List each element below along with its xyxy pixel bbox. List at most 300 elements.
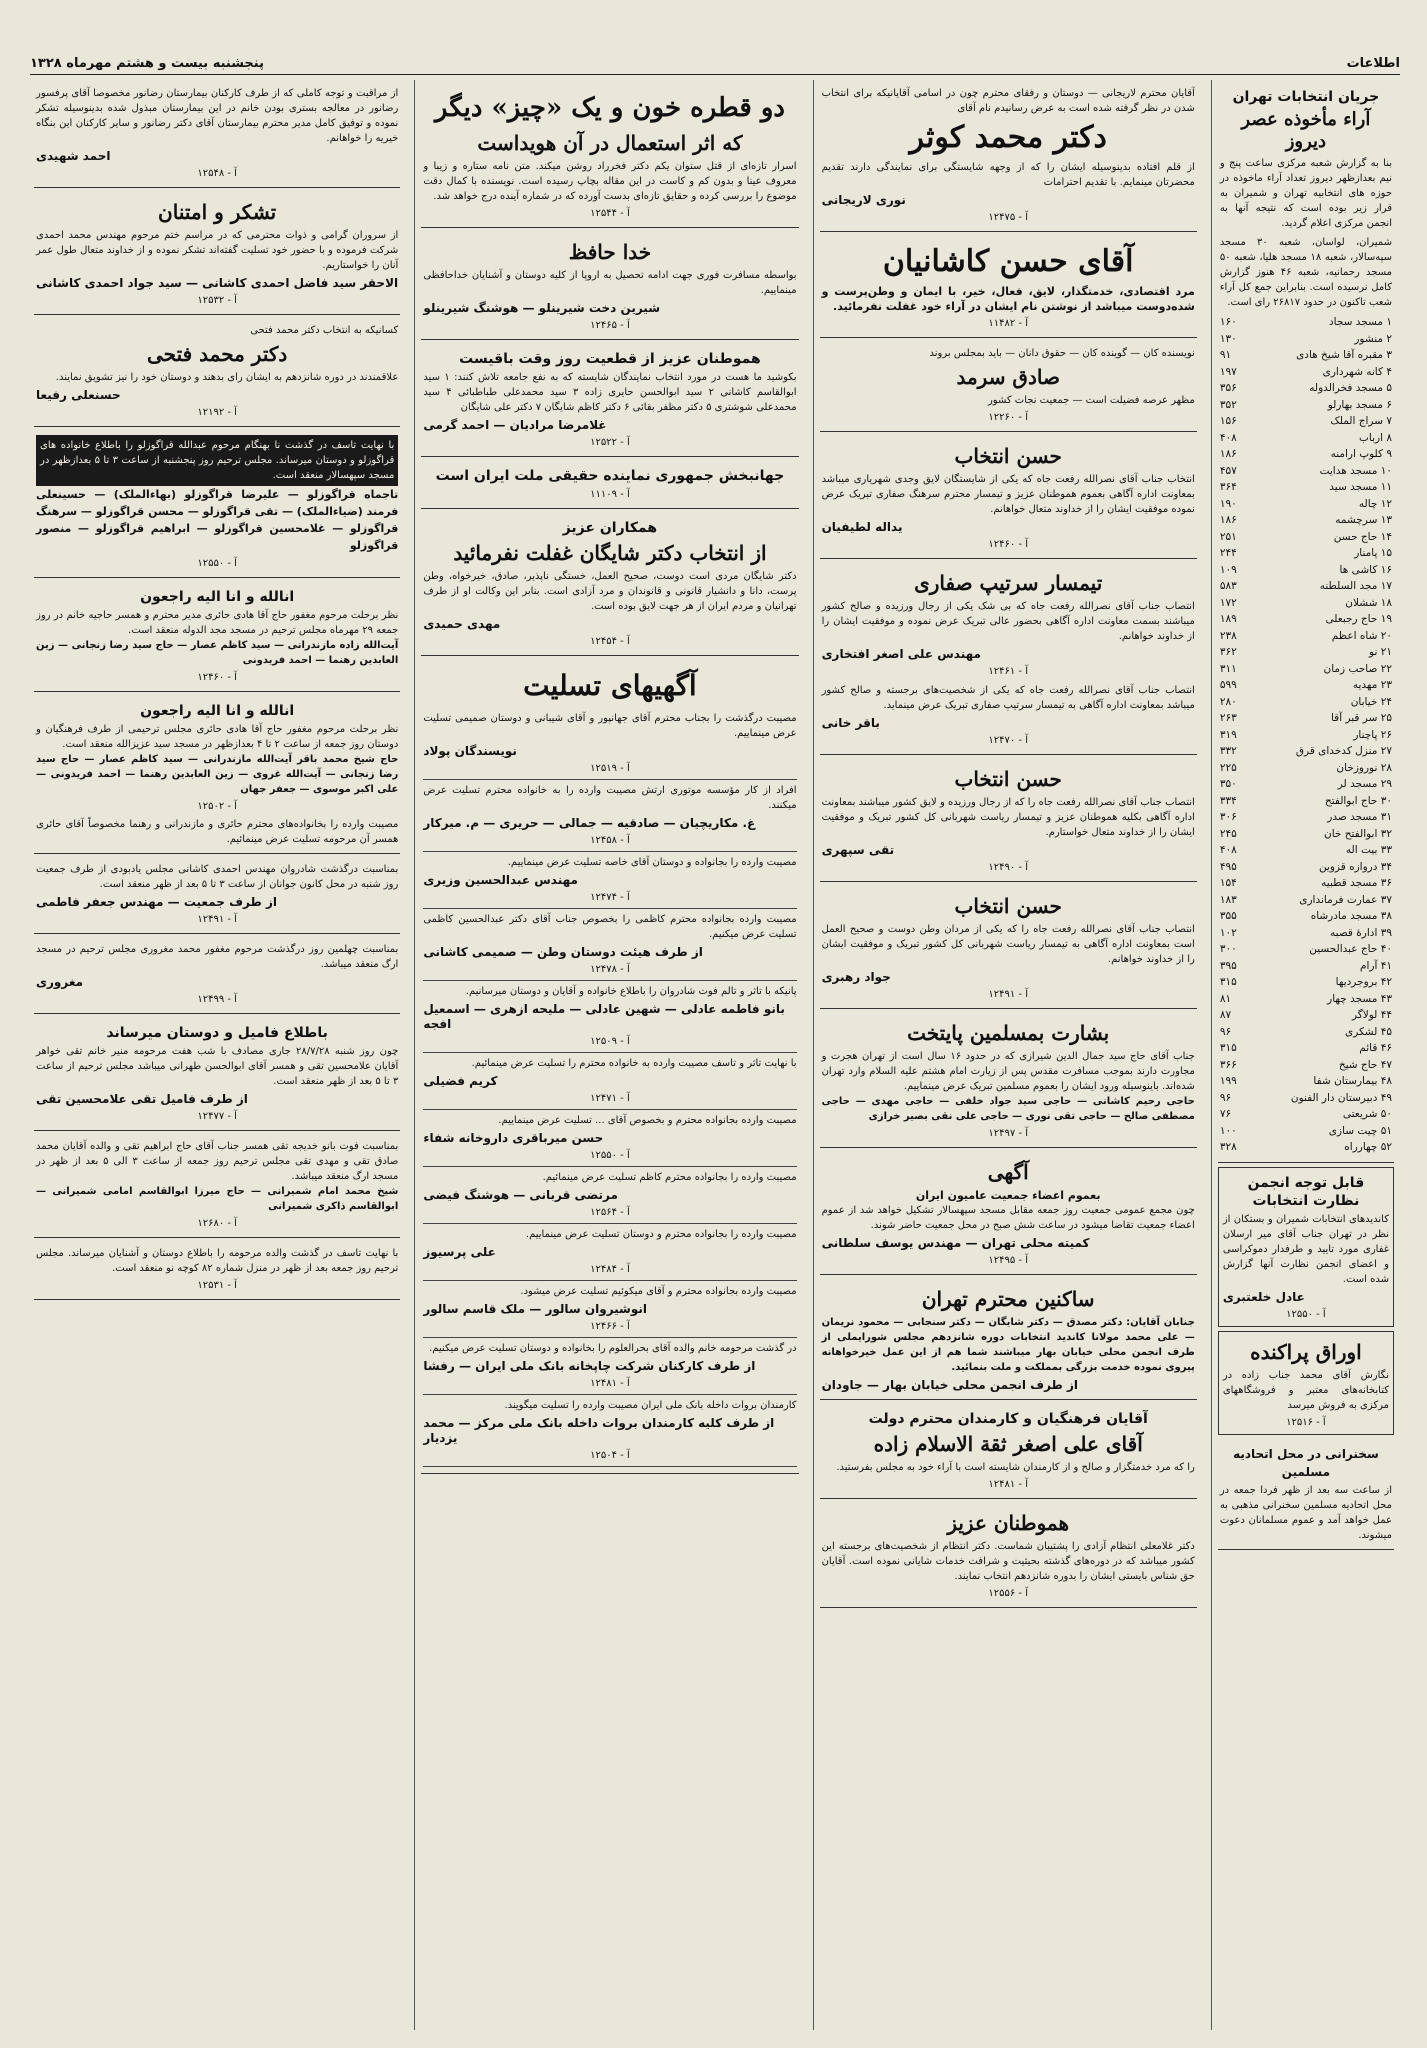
election-row-name: ۱۲ چاله [1358, 497, 1392, 510]
inna2-names: حاج شیخ محمد باقر آیت‌الله مازندرانی — سید کاظم عصار — حاج سید رضا زنجانی — آیت‌الله غروی — زین العابدین رهنما — احمد فریدونی — علی اکبر موسوی — جعفر جهان [36, 754, 399, 795]
kashani-ad [34, 858, 400, 934]
election-row-name: ۹ کلوپ ارامنه [1330, 448, 1392, 460]
condolence-code: آ - ۱۲۴۵۸ [590, 835, 630, 846]
inna1-names: آیت‌الله زاده مازندرانی — سید کاظم عصار — حاج سید رضا زنجانی — زین العابدین رهنما — احمد فریدونی [36, 640, 399, 666]
last-code: آ - ۱۲۵۳۱ [197, 1280, 237, 1291]
sakenin-sig: از طرف انجمن محلی خیابان بهار — جاودان [821, 1378, 1079, 1392]
election-row [1220, 512, 1392, 529]
election-row [1220, 545, 1392, 562]
kosar-intro: آقایان محترم لاریجانی — دوستان و رفقای محترم چون در اسامی آقایانیکه برای انتخاب شدن در نظر گرفته شده است به عرض رسانیدم نام آقای [821, 88, 1195, 114]
notice-sig: عادل خلعتبری [1222, 1289, 1305, 1304]
condolence-sig: علی پرسیوز [423, 1245, 496, 1259]
maghroori-body: بمناسبت چهلمین روز درگذشت مرحوم مغفور محمد مغروری مجلس ترحیم در مسجد ارگ منعقد میباشد. [36, 944, 399, 970]
sakenin-ad [820, 1279, 1197, 1400]
election-row-count: ۱۸۹ [1219, 613, 1237, 625]
election-row-count: ۸۱ [1219, 992, 1232, 1005]
saffari-title: تیمسار سرتیپ صفاری [914, 571, 1103, 595]
inna2-body: نظر برحلت مرحوم مغفور حاج آقا هادی حائری مجلس ترحیمی از طرف فرهنگیان و دوستان روز جمعه از ساعت ۲ تا ۴ بعدازظهر در مسجد سید عزیزالله منعقد است. [36, 724, 399, 750]
husn2-sig: تقی سپهری [821, 843, 895, 857]
election-row-name: ۶ مسجد بهارلو [1327, 398, 1392, 411]
inna1-code: آ - ۱۲۴۶۰ [197, 672, 237, 683]
page-header [30, 52, 1400, 75]
leaflets-code: آ - ۱۲۵۱۶ [1286, 1416, 1326, 1428]
election-results [1218, 82, 1394, 1163]
election-row-count: ۱۳۰ [1219, 332, 1237, 345]
condolence-body: مصیبت وارده بجانواده محترم و آقای میکوئیم تسلیت عرض میشود. [520, 1286, 797, 1297]
sarmad-body: مظهر عرصه فضیلت است — جمعیت نجات کشور [987, 395, 1195, 406]
election-row-count: ۹۱ [1219, 349, 1232, 361]
election-row-count: ۳۱۵ [1219, 1042, 1237, 1054]
saffari-code: آ - ۱۲۴۶۱ [988, 666, 1028, 677]
election-row-name: ۱ مسجد سجاد [1328, 316, 1392, 328]
election-list [1220, 314, 1392, 1156]
election-row-count: ۳۳۲ [1219, 745, 1237, 757]
condolence-code: آ - ۱۲۵۵۰ [590, 1150, 630, 1161]
fathi-sig: حسنعلی رفیعا [36, 388, 121, 402]
thanks-sig: الاحقر سید فاضل احمدی کاشانی — سید جواد احمدی کاشانی [36, 276, 399, 290]
condolence-sig: کریم فضیلی [423, 1074, 498, 1088]
election-row [1220, 1024, 1392, 1041]
inna2-title: انالله و انا الیه راجعون [140, 703, 295, 719]
condolence-body: افراد از کار مؤسسه موتوری ارتش مصیبت وارده را به خانواده محترم تسلیت عرض میکنند. [423, 785, 797, 811]
notice-body: کاندیدهای انتخابات شمیران و بستکان از نظر در تهران جناب آقای میر ارسلان غفاری مورد تایید و طرفدار دموکراسی و اعضای انجمن نظارت آنها گزارش شده است. [1222, 1213, 1389, 1285]
vote-ad [421, 344, 798, 457]
condolence-item [423, 708, 796, 780]
husn3-ad [820, 886, 1197, 1009]
election-row-count: ۳۲۸ [1219, 1141, 1237, 1153]
election-row [1220, 578, 1392, 595]
election-row [1220, 908, 1392, 925]
kosar-title: دکتر محمد کوثر [909, 120, 1107, 155]
election-row [1220, 347, 1392, 364]
husn1-title: حسن انتخاب [954, 444, 1062, 468]
husn1-code: آ - ۱۲۴۶۰ [988, 539, 1028, 550]
election-row [1220, 496, 1392, 513]
election-row [1220, 809, 1392, 826]
inna1-ad [34, 582, 400, 692]
condolence-code: آ - ۱۲۴۷۱ [590, 1093, 630, 1104]
kosar-code: آ - ۱۲۴۷۵ [988, 212, 1028, 223]
election-row-count: ۹۶ [1219, 1091, 1232, 1104]
condolence-item [423, 1281, 796, 1338]
husn1-body: انتخاب جناب آقای نصرالله رفعت جاه که یکی از شایستگان لایق وجدی شهریاری میباشد بمعاونت اداره آگاهی بعموم هموطنان عزیز و تیمسار محترم سرهنگ صفاری تبریک عرض نموده موفقیت ایشان را از خداوند متعال خواهانم. [821, 474, 1195, 515]
blood-body: اسرار تازه‌ای از قتل ستوان یکم دکتر فخرراد روشن میکند. متن نامه ستاره و زیبا و معروف عینا و بدون کم و کاست در این مقاله بچاپ رسیده است. نویسنده با کمال دقت موضوع را بررسی کرده و حقایق تازه‌ای بدست آورده که در شماره آینده درج خواهد شد. [423, 161, 797, 202]
election-row-count: ۲۵۱ [1219, 530, 1237, 543]
election-row [1220, 1139, 1392, 1156]
blood-title: دو قطره خون و یک «چیز» دیگر [434, 93, 785, 123]
blood-article [421, 82, 798, 228]
condolence-code: آ - ۱۲۵۰۹ [590, 1036, 630, 1047]
election-row [1220, 925, 1392, 942]
hafez-code: آ - ۱۲۴۶۵ [590, 320, 630, 331]
hospital-thanks [34, 82, 400, 188]
shayegan-sig: مهدی حمیدی [423, 617, 501, 631]
election-row-count: ۲۴۴ [1219, 547, 1237, 559]
vote-code: آ - ۱۲۵۲۲ [590, 437, 630, 448]
fathi-pre: کسانیکه به انتخاب دکتر محمد فتحی [250, 325, 399, 336]
election-row-count: ۵۹۹ [1219, 679, 1237, 691]
election-row-count: ۳۶۶ [1219, 1058, 1237, 1071]
election-row [1220, 859, 1392, 876]
qaragozlu-body: با نهایت تاسف در گذشت نا بهنگام مرحوم عبدالله قراگوزلو را باطلاع خانواده های قراگوزلو و دوستان میرساند. مجلس ترحیم روز پنجشنبه از ساعت ۳ تا ۵ بعدازظهر در مسجد سپهسالار منعقد است. [36, 435, 398, 486]
family-sig: از طرف فامیل تقی علامحسین تقی [36, 1092, 248, 1106]
condolence-sig: حسن میرباقری داروخانه شفاء [423, 1131, 604, 1145]
election-row-name: ۴۱ آرام [1359, 959, 1392, 972]
thanks-code: آ - ۱۲۵۳۲ [197, 295, 237, 306]
election-row-name: ۴۰ حاج عبدالحسین [1309, 943, 1392, 955]
election-row-name: ۸ ارباب [1359, 431, 1392, 444]
election-row-count: ۴۰۸ [1219, 844, 1237, 856]
election-row-name: ۱۰ مسجد هدایت [1319, 464, 1392, 477]
hajj-body: بمناسبت فوت بانو خدیجه تقی همسر جناب آقای حاج ابراهیم تقی و والده آقایان محمد صادق تقی و مهدی تقی مجلس ترحیم روز جمعه از ساعت ۳ الی ۵ بعد از ظهر در مسجد ارگ منعقد میباشد. [36, 1141, 399, 1182]
last-ad [34, 1242, 400, 1300]
speech-body: از ساعت سه بعد از ظهر فردا جمعه در محل اتحادیه مسلمین سخنرانی مذهبی به عمل خواهد آمد و عموم مسلمانان دعوت میشوند. [1219, 1484, 1392, 1541]
election-row-count: ۳۵۰ [1219, 778, 1237, 790]
election-row [1220, 529, 1392, 546]
election-row [1220, 661, 1392, 678]
vote-title: هموطنان عزیز از قطعیت روز وقت باقیست [459, 351, 761, 367]
condolence-code: آ - ۱۲۴۸۴ [590, 1264, 630, 1275]
election-row-count: ۱۰۹ [1219, 563, 1237, 576]
thanks-title: تشکر و امتنان [158, 200, 277, 224]
condolence-sig: نویسندگان پولاد [423, 744, 517, 758]
page-name: اطلاعات [1346, 55, 1400, 71]
election-row-count: ۱۰۲ [1219, 926, 1237, 939]
election-row-name: ۲۹ مسجد لر [1337, 778, 1392, 790]
election-row-name: ۱۳ سرچشمه [1335, 514, 1392, 526]
election-row-name: ۲۲ صاحب زمان [1323, 662, 1392, 675]
election-intro: بنا به گزارش شعبه مرکزی ساعت پنج و نیم بعدازظهر دیروز تعداد آراء ماخوذه در حوزه های انتخابیه تهران و شمیران به قرار زیر بوده است که نتیجه آنها به انجمن مرکزی اعلام گردید. [1219, 158, 1392, 229]
notice-block [1218, 1167, 1394, 1327]
bisharat-body: جناب آقای حاج سید جمال الدین شیرازی که در حدود ۱۶ سال است از تهران هجرت و مجاورت دارند بموجب مسافرت مقدس پس از زیارت امام هشتم علیه السلام وارد تهران شده‌اند. باینوسیله ورود ایشان را بعموم مسلمین تبریک عرض مینماییم. [821, 1051, 1195, 1092]
election-row [1220, 677, 1392, 694]
election-row-name: ۴۴ لولاگر [1351, 1009, 1392, 1021]
husn1-ad [820, 436, 1197, 559]
kosar-ad [820, 82, 1197, 232]
election-row [1220, 364, 1392, 381]
election-row [1220, 1123, 1392, 1140]
notice-title: قابل توجه انجمن نظارت انتخابات [1247, 1174, 1365, 1209]
vote-sig: غلامرضا مرادیان — احمد گرمی [423, 418, 607, 432]
date-line: پنجشنبه بیست و هشتم مهرماه ۱۳۲۸ [30, 55, 264, 71]
sarmad-code: آ - ۱۲۲۶۰ [988, 412, 1028, 423]
condolence-item [423, 780, 796, 852]
kashani-body: بمناسبت درگذشت شادروان مهندس احمدی کاشانی مجلس یادبودی از طرف جمعیت روز شنبه در محل کانون جوانان از ساعت ۳ تا ۵ بعد از ظهر منعقد است. [36, 864, 399, 890]
kashani-sig: از طرف جمعیت — مهندس جعفر فاطمی [36, 895, 277, 909]
qaragozlu-names: تاجماه قراگوزلو — علیرضا قراگوزلو (بهاءالملک) — حسینعلی فرمند (ضیاءالملک) — تقی قراگوزلو — محسن قراگوزلو — سرهنگ قراگوزلو — غلامحسین قراگوزلو — ابراهیم قراگوزلو — منصور قراگوزلو [36, 488, 399, 552]
sarmad-title: صادق سرمد [956, 365, 1060, 389]
fathi-code: آ - ۱۲۱۹۲ [197, 407, 237, 418]
condolence-body: پانیکه با تاثر و تالم فوت شادروان را باطلاع خانواده و آقایان و دوستان میرسانیم. [465, 986, 797, 997]
thanks-body: از سروران گرامی و ذوات محترمی که در مراسم ختم مرحوم مهندس محمد احمدی شرکت فرموده و با حضور خود تسلیت گفته‌اند تشکر نموده و از خداوند متعال طول عمر آنان را خواستاریم. [36, 230, 399, 271]
hafez-title: خدا حافظ [568, 240, 652, 264]
election-row-count: ۱۵۶ [1219, 415, 1237, 427]
fathi-ad [34, 319, 400, 427]
election-row [1220, 463, 1392, 480]
thanks-ad [34, 192, 400, 315]
election-row-count: ۳۰۰ [1219, 943, 1237, 955]
pre-body: مصیبت وارده را بخانواده‌های محترم حائری و مازندرانی و رهنما مخصوصاً آقای حائری همسر آن مرحومه تسلیت عرض مینمائیم. [36, 819, 399, 845]
farhangian-body: را که مرد خدمتگزار و صالح و از کارمندان شایسته است با آراء خود به مجلس بفرستید. [836, 1462, 1195, 1473]
election-row-count: ۱۹۷ [1219, 365, 1237, 378]
election-row-name: ۴۲ بروجردیها [1335, 976, 1392, 988]
family-ad [34, 1018, 400, 1131]
election-row-count: ۲۴۵ [1219, 827, 1237, 840]
election-row-count: ۳۶۴ [1219, 481, 1237, 493]
election-row [1220, 331, 1392, 348]
condolence-code: آ - ۱۲۴۸۱ [590, 1378, 630, 1389]
bisharat-title: بشارت بمسلمین پایتخت [907, 1021, 1110, 1045]
condolence-sig: انوشیروان سالور — ملک قاسم سالور [423, 1302, 647, 1316]
condolence-sig: مرتضی قربانی — هوشنگ فیضی [423, 1188, 618, 1202]
bisharat-ad [820, 1013, 1197, 1148]
inna1-title: انالله و انا الیه راجعون [140, 589, 295, 605]
election-row [1220, 760, 1392, 777]
election-row-name: ۴۳ مسجد چهار [1327, 992, 1392, 1005]
kashanian-body: مرد اقتصادی، خدمتگذار، لایق، فعال، خیر، با ایمان و وطن‌پرست و شده‌دوست میباشد از نوشتن نام ایشان در آراء خود غفلت نفرمائید. [821, 285, 1195, 313]
election-row [1220, 826, 1392, 843]
qaragozlu-ad [34, 431, 400, 578]
husn3-code: آ - ۱۲۴۹۱ [988, 989, 1028, 1000]
hafez-ad [421, 232, 798, 340]
election-row-name: ۲۶ پاچنار [1353, 728, 1392, 741]
leaflets-body: نگارش آقای محمد جناب زاده در کتابخانه‌های معتبر و فروشگاههای مرکزی به فروش میرسد [1222, 1369, 1389, 1411]
election-row-name: ۲۱ نو [1369, 646, 1392, 658]
agahi-code: آ - ۱۲۴۹۵ [988, 1255, 1028, 1266]
hospital-body: از مراقبت و توجه کاملی که از طرف کارکنان بیمارستان رضانور مخصوصا آقای پرفسور رضانور در معالجه بستری بودن خانم در این بیمارستان مبذول شده بدینوسیله تشکر نموده و توفیق کامل مدیر محترم بیمارستان آقای دکتر رضانور و سایر کارکنان این بنگاه خیریه را خواهانم. [36, 88, 399, 144]
election-row [1220, 875, 1392, 892]
election-row-count: ۳۹۵ [1219, 959, 1237, 972]
condolence-code: آ - ۱۲۵۰۴ [590, 1450, 630, 1461]
condolence-code: آ - ۱۲۴۶۶ [590, 1321, 630, 1332]
columns [28, 80, 1400, 2030]
condolence-body: کارمندان بروات داخله بانک ملی ایران مصیبت وارده را تسلیت میگویند. [504, 1400, 797, 1411]
election-row-name: ۳۸ مسجد مادرشاه [1310, 910, 1392, 922]
shayegan-title: از انتخاب دکتر شایگان غفلت نفرمائید [453, 541, 767, 565]
election-row [1220, 397, 1392, 414]
election-row-count: ۱۰۰ [1219, 1124, 1237, 1137]
maghroori-ad [34, 938, 400, 1014]
election-row-name: ۳۴ دروازه قزوین [1318, 860, 1392, 873]
election-row-count: ۳۱۵ [1219, 976, 1237, 988]
hamvatanan-title: هموطنان عزیز [947, 1511, 1070, 1535]
husn2-title: حسن انتخاب [954, 767, 1062, 791]
husn1-sig: یداله لطیفیان [821, 520, 903, 534]
shayegan-ad [421, 513, 798, 656]
kosar-body: از قلم افتاده بدینوسیله ایشان را که از وجهه شایستگی برای نمایندگی دارند تقدیم محضرتان مینمایم. با تقدیم احترامات [821, 162, 1195, 188]
election-row [1220, 1057, 1392, 1074]
election-row-count: ۳۱۹ [1219, 728, 1237, 741]
election-row-count: ۳۳۴ [1219, 794, 1237, 807]
election-row-name: ۳۷ عمارت فرمانداری [1299, 893, 1392, 906]
farhangian-name: آقای علی اصغر ثقة الاسلام زاده [873, 1432, 1143, 1456]
election-row-count: ۳۵۶ [1219, 382, 1237, 394]
agahi-body: چون مجمع عمومی جمعیت روز جمعه مقابل مسجد سپهسالار تشکیل خواهد شد از عموم اعضاء جمعیت تقاضا میشود در ساعت شش صبح در محل جمعیت حاضر شوند. [821, 1205, 1195, 1231]
family-code: آ - ۱۲۴۷۷ [197, 1111, 237, 1122]
jahan-title: جهانبخش جمهوری نماینده حقیقی ملت ایران است [435, 468, 785, 484]
bisharat-names: حاجی رحیم کاشانی — حاجی سید جواد خلفی — حاجی مهدی — حاجی مصطفی صالح — حاجی تقی نوری — حاجی علی نقی بصیر خرازی [821, 1096, 1195, 1122]
hamvatanan-ad [820, 1503, 1197, 1608]
election-row-name: ۱۴ حاج حسن [1333, 530, 1392, 543]
column-elections [1211, 80, 1400, 2030]
election-row [1220, 1040, 1392, 1057]
election-subtitle: آراء مأخوذه عصر دیروز [1241, 109, 1371, 152]
column-candidates [813, 80, 1203, 2030]
election-row-name: ۳۹ ادارۀ قصبه [1330, 926, 1392, 939]
husn3-body: انتصاب جناب آقای نصرالله رفعت جاه را که یکی از مردان وطن دوست و صحیح العمل است بمعاونت اداره آگاهی به تیمسار ریاست شهربانی کل کشور تبریک و موفقیت ایشان را از خداوند خواهانم. [821, 924, 1195, 965]
husn2-code: آ - ۱۲۴۹۰ [988, 862, 1028, 873]
election-row-name: ۵۰ شریعتی [1342, 1108, 1392, 1120]
election-title: جریان انتخابات تهران [1232, 89, 1380, 105]
kashanian-ad [820, 236, 1197, 338]
qaragozlu-code: آ - ۱۲۵۵۰ [197, 558, 237, 569]
agahi-title: آگهی [987, 1160, 1029, 1184]
election-row-count: ۳۰۶ [1219, 811, 1237, 823]
shayegan-code: آ - ۱۲۴۵۴ [590, 636, 630, 647]
election-row-name: ۵ مسجد فخرالدوله [1309, 382, 1392, 394]
condolence-body: مصیبت وارده را بجانواده محترم و دوستان تسلیت عرض مینماییم. [525, 1229, 797, 1240]
election-row-name: ۳۳ بیت اله [1345, 844, 1392, 856]
appoint-body: انتصاب جناب آقای نصرالله رفعت جاه که یکی از شخصیت‌های برجسته و صالح کشور میباشد بمعاونت اداره آگاهی به تیمسار سرتیپ صفاری تبریک عرض مینماید. [821, 685, 1195, 711]
sakenin-title: ساکنین محترم تهران [921, 1287, 1095, 1311]
election-row [1220, 793, 1392, 810]
leaflets-block [1218, 1331, 1394, 1435]
farhangian-ad [820, 1404, 1197, 1499]
condolence-sig: از طرف کلیه کارمندان بروات داخله بانک ملی مرکز — محمد یزدیار [423, 1416, 775, 1445]
election-row-count: ۲۸۰ [1219, 695, 1237, 708]
election-row-count: ۲۲۵ [1219, 761, 1237, 774]
election-row-count: ۲۳۸ [1219, 629, 1237, 642]
election-row-count: ۴۵۷ [1219, 464, 1237, 477]
election-row-name: ۲۰ شاه اعظم [1331, 629, 1392, 642]
inna2-code: آ - ۱۲۵۰۲ [197, 801, 237, 812]
agahi-sub: بعموم اعضاء جمعیت عامیون ایران [915, 1189, 1101, 1202]
condolence-code: آ - ۱۲۴۷۸ [590, 964, 630, 975]
election-row-count: ۳۱۱ [1219, 662, 1237, 675]
election-row-name: ۱۱ مسجد سید [1329, 481, 1392, 493]
farhangian-code: آ - ۱۲۴۸۱ [988, 1479, 1028, 1490]
election-row-name: ۴۵ لشکری [1345, 1025, 1392, 1038]
condolences-title: آگهیهای تسلیت [523, 669, 697, 702]
election-row-count: ۷۶ [1219, 1108, 1232, 1120]
election-row-name: ۱۹ حاج رجبعلی [1325, 613, 1392, 625]
election-row [1220, 446, 1392, 463]
condolence-item [423, 1110, 796, 1167]
jahan-ad [421, 461, 798, 509]
speech-title: سخنرانی در محل اتحادیه مسلمین [1233, 1446, 1379, 1479]
election-note: شمیران، لواسان، شعبه ۳۰ مسجد سپه‌سالار، شعبه ۱۸ مسجد هلیا، شعبه ۵۰ مسجد رحمانیه، شعبه ۴۶ هنوز گزارش کامل نرسیده است. بنابراین جمع کل آراء شعب تاکنون در حدود ۲۶۸۱۷ رای است. [1219, 237, 1392, 308]
election-row-name: ۳۲ ابوالفتح خان [1324, 827, 1392, 840]
election-row [1220, 1007, 1392, 1024]
election-row-name: ۱۶ کاشی ها [1339, 563, 1392, 576]
kosar-sig: نوری لاریجانی [821, 193, 906, 207]
election-row [1220, 1106, 1392, 1123]
condolence-body: مصیبت درگذشت را بجناب محترم آقای جهانپور و آقای شیبانی و دوستان صمیمی تسلیت عرض مینماییم. [423, 713, 797, 739]
appoint-sig: باقر خانی [821, 716, 880, 730]
condolences-list [423, 708, 796, 1467]
election-row [1220, 562, 1392, 579]
agahi-ad [820, 1152, 1197, 1275]
hajj-names: شیخ محمد امام شمیرانی — حاج میرزا ابوالقاسم امامی شمیرانی — ابوالقاسم ذاکری شمیرانی [36, 1186, 399, 1212]
election-row [1220, 314, 1392, 331]
condolence-sig: از طرف هیئت دوستان وطن — صمیمی کاشانی [423, 945, 703, 959]
condolences [421, 660, 798, 1474]
condolence-body: مصیبت وارده را بجانواده و دوستان آقای خاصه تسلیت عرض مینماییم. [507, 857, 797, 868]
blood-subtitle: که اثر استعمال در آن هویداست [477, 131, 743, 155]
condolence-item [423, 981, 796, 1053]
maghroori-sig: مغروری [36, 975, 84, 989]
blood-code: آ - ۱۲۵۴۴ [590, 208, 630, 219]
election-row-count: ۳۵۲ [1219, 398, 1237, 411]
fathi-title: دکتر محمد فتحی [147, 342, 288, 366]
column-articles [414, 80, 804, 2030]
family-body: چون روز شنبه ۲۸/۷/۲۸ جاری مصادف با شب هفت مرحومه منیر خانم تقی خواهر آقایان علامحسین تقی و همسر آقای ابوالحسن طهرانی میباشد مجلس ترحیم از ساعت ۳ تا ۵ بعد از ظهر منعقد است. [36, 1046, 399, 1087]
election-row [1220, 842, 1392, 859]
hafez-sig: شیرین دخت شیرینلو — هوشنگ شیرینلو [423, 301, 660, 315]
election-row-name: ۱۷ مجد السلطنه [1319, 580, 1392, 592]
election-row [1220, 413, 1392, 430]
family-title: باطلاع فامیل و دوستان میرساند [106, 1025, 328, 1041]
condolence-body: مصیبت وارده بجانواده محترم کاظمی را بخصوص جناب آقای دکتر عبدالحسین کاظمی تسلیت عرض میکنیم. [423, 914, 797, 940]
husn3-title: حسن انتخاب [954, 894, 1062, 918]
election-row-count: ۱۸۶ [1219, 514, 1237, 526]
election-row-name: ۱۸ ششلان [1345, 596, 1392, 609]
vote-body: بکوشید ما هست در مورد انتخاب نمایندگان شایسته که به نفع جامعه تلاش کنند: ۱ سید ابوالقاسم کاشانی ۲ سید ابوالحسن حایری زاده ۳ سید محمدعلی طباطبائی ۴ سید محمدعلی شوشتری ۵ دکتر مظفر بقائی ۶ دکتر کاظم شایگان ۷ دکتر علی شایگان [423, 372, 797, 413]
condolence-item [423, 909, 796, 981]
condolence-item [423, 852, 796, 909]
condolence-item [423, 1053, 796, 1110]
husn2-ad [820, 759, 1197, 882]
election-row-name: ۳ مقبره آقا شیخ هادی [1296, 349, 1392, 361]
election-row-count: ۴۰۸ [1219, 431, 1237, 444]
election-row-count: ۳۵۵ [1219, 910, 1237, 922]
election-row-name: ۱۵ پامنار [1354, 547, 1392, 559]
kashanian-code: آ - ۱۱۴۸۲ [988, 318, 1028, 329]
column-notices [28, 80, 406, 2030]
condolence-code: آ - ۱۲۵۱۹ [590, 763, 630, 774]
election-row-count: ۹۶ [1219, 1025, 1232, 1038]
sarmad-pre: نویسنده کان — گوینده کان — حقوق دانان — باید بمجلس بروند [929, 348, 1195, 359]
election-row-name: ۲۴ خیابان [1350, 695, 1392, 708]
election-row-count: ۴۹۵ [1219, 860, 1237, 873]
shayegan-pre: همکاران عزیز [562, 520, 658, 536]
election-row-count: ۱۷۲ [1219, 596, 1237, 609]
election-row [1220, 430, 1392, 447]
condolence-sig: غ. مکاریچیان — صادقیه — جمالی — حریری — م. میرکار [423, 816, 756, 830]
election-row [1220, 892, 1392, 909]
election-row-count: ۱۸۶ [1219, 448, 1237, 460]
hafez-body: بواسطه مسافرت فوری جهت ادامه تحصیل به اروپا از کلیه دوستان و آشنایان خداحافظی مینماییم. [423, 270, 797, 296]
saffari-ad [820, 563, 1197, 755]
inna1-body: نظر برحلت مرحوم مغفور حاج آقا هادی حائری مدیر محترم و همسر حاجیه خانم در روز جمعه ۲۹ مهرماه مجلس ترحیم در مسجد مجد الدوله منعقد است. [36, 610, 399, 636]
election-row-name: ۲ منشور [1354, 332, 1392, 345]
election-row [1220, 479, 1392, 496]
election-row-count: ۸۷ [1219, 1009, 1232, 1021]
hamvatanan-code: آ - ۱۲۵۵۶ [988, 1588, 1028, 1599]
election-row-name: ۲۳ مهدیه [1352, 679, 1392, 691]
condolence-body: مصیبت وارده را بجانواده محترم کاظم تسلیت عرض مینمائیم. [542, 1172, 797, 1183]
election-row [1220, 776, 1392, 793]
election-row [1220, 958, 1392, 975]
election-row-count: ۳۶۲ [1219, 646, 1237, 658]
election-row [1220, 727, 1392, 744]
condolence-body: مصیبت وارده بجانواده محترم و بخصوص آقای ... تسلیت عرض مینماییم. [498, 1115, 797, 1126]
election-row-name: ۲۷ منزل کدخدای قرق [1295, 745, 1392, 757]
condolence-code: آ - ۱۲۵۶۴ [590, 1207, 630, 1218]
saffari-sig: مهندس علی اصغر افتخاری [821, 647, 981, 661]
condolence-item [423, 1338, 796, 1395]
election-row-name: ۴۸ بیمارستان شفا [1313, 1075, 1392, 1087]
